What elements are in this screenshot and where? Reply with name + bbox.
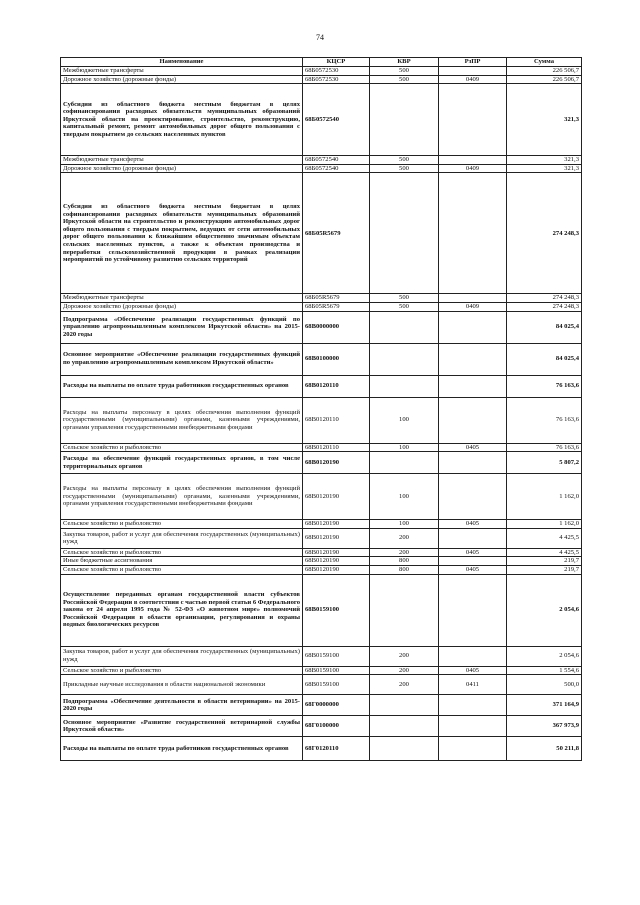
row-sum: 1 162,0	[507, 474, 582, 520]
row-sum: 226 506,7	[507, 75, 582, 84]
row-kvr	[370, 695, 439, 716]
row-sum: 2 054,6	[507, 646, 582, 666]
row-kcsr: 68Б05R5679	[303, 302, 370, 311]
row-kvr: 500	[370, 302, 439, 311]
row-sum: 274 248,3	[507, 173, 582, 294]
table-row	[61, 302, 582, 311]
row-name: Закупка товаров, работ и услуг для обеспечения государственных (муниципальных) нужд	[61, 528, 303, 548]
row-name: Дорожное хозяйство (дорожные фонды)	[61, 302, 303, 311]
row-name: Подпрограмма «Обеспечение деятельности в области ветеринарии» на 2015-2020 годы	[61, 695, 303, 716]
table-row	[61, 67, 582, 76]
row-sum: 274 248,3	[507, 294, 582, 303]
row-name: Основное мероприятие «Развитие государственной ветеринарной службы Иркутской области»	[61, 716, 303, 737]
row-rzpr: 0409	[439, 75, 507, 84]
row-kvr: 800	[370, 565, 439, 574]
row-kvr: 500	[370, 164, 439, 173]
row-sum: 4 425,5	[507, 548, 582, 557]
table-row	[61, 557, 582, 566]
row-sum: 219,7	[507, 565, 582, 574]
row-kcsr: 68В0159100	[303, 675, 370, 695]
row-kcsr: 68Б0572540	[303, 84, 370, 156]
row-kvr	[370, 375, 439, 397]
row-kcsr: 68В0120190	[303, 452, 370, 474]
row-kvr: 500	[370, 67, 439, 76]
row-name: Сельское хозяйство и рыболовство	[61, 548, 303, 557]
row-kcsr: 68В0000000	[303, 311, 370, 343]
row-name: Межбюджетные трансферты	[61, 67, 303, 76]
budget-table	[60, 57, 582, 761]
row-kcsr: 68В0120190	[303, 474, 370, 520]
row-sum: 321,3	[507, 156, 582, 165]
row-rzpr	[439, 397, 507, 443]
row-name: Прикладные научные исследования в области национальной экономики	[61, 675, 303, 695]
row-name: Расходы на выплаты персоналу в целях обеспечения выполнения функций государственными (муниципальными) органами, казенными учреждениями, органами управления государственными внебюджетными фондами	[61, 397, 303, 443]
row-sum: 50 211,8	[507, 737, 582, 761]
row-kcsr: 68Б05R5679	[303, 173, 370, 294]
row-rzpr	[439, 557, 507, 566]
row-rzpr: 0405	[439, 548, 507, 557]
table-row	[61, 737, 582, 761]
table-row	[61, 528, 582, 548]
row-name: Расходы на выплаты персоналу в целях обеспечения выполнения функций государственными (муниципальными) органами, казенными учреждениями, органами управления государственными внебюджетными фондами	[61, 474, 303, 520]
row-sum: 76 163,6	[507, 375, 582, 397]
row-rzpr: 0405	[439, 565, 507, 574]
row-sum: 321,3	[507, 164, 582, 173]
row-kvr: 800	[370, 557, 439, 566]
row-kcsr: 68Б0572540	[303, 164, 370, 173]
row-name: Сельское хозяйство и рыболовство	[61, 565, 303, 574]
row-rzpr	[439, 311, 507, 343]
row-sum: 500,0	[507, 675, 582, 695]
row-sum: 226 506,7	[507, 67, 582, 76]
row-rzpr	[439, 452, 507, 474]
row-kcsr: 68В0120190	[303, 557, 370, 566]
row-sum: 4 425,5	[507, 528, 582, 548]
row-kvr	[370, 343, 439, 375]
row-sum: 2 054,6	[507, 574, 582, 646]
row-rzpr	[439, 646, 507, 666]
row-sum: 84 025,4	[507, 343, 582, 375]
row-name: Расходы на обеспечение функций государственных органов, в том числе территориальных органов	[61, 452, 303, 474]
table-row	[61, 474, 582, 520]
row-sum: 371 164,9	[507, 695, 582, 716]
table-row	[61, 520, 582, 529]
row-kvr: 200	[370, 675, 439, 695]
table-row	[61, 311, 582, 343]
row-kcsr: 68Б0572540	[303, 156, 370, 165]
row-kcsr: 68В0120190	[303, 528, 370, 548]
row-kvr: 500	[370, 294, 439, 303]
row-rzpr: 0411	[439, 675, 507, 695]
row-rzpr: 0405	[439, 443, 507, 452]
row-kvr: 200	[370, 646, 439, 666]
table-row	[61, 548, 582, 557]
row-name: Субсидии из областного бюджета местным бюджетам в целях софинансирования расходных обязательств муниципальных образований Иркутской области на проектирование, строительство, реконструкцию, капитальный ремонт, ремонт автомобильных дорог общего пользования с твердым покрытием до сельских населенных пунктов	[61, 84, 303, 156]
header-kvr: КВР	[370, 58, 439, 67]
row-name: Сельское хозяйство и рыболовство	[61, 666, 303, 675]
row-kvr	[370, 452, 439, 474]
table-row	[61, 75, 582, 84]
row-sum: 1 162,0	[507, 520, 582, 529]
row-kvr: 200	[370, 548, 439, 557]
row-kvr: 200	[370, 666, 439, 675]
table-row	[61, 164, 582, 173]
row-kvr	[370, 84, 439, 156]
row-rzpr	[439, 375, 507, 397]
table-row	[61, 695, 582, 716]
row-kcsr: 68В0120190	[303, 520, 370, 529]
table-row	[61, 666, 582, 675]
row-rzpr	[439, 173, 507, 294]
row-sum: 367 973,9	[507, 716, 582, 737]
row-rzpr	[439, 84, 507, 156]
row-rzpr: 0405	[439, 666, 507, 675]
table-row	[61, 443, 582, 452]
page-number: 74	[316, 33, 324, 42]
row-rzpr	[439, 695, 507, 716]
row-kvr	[370, 311, 439, 343]
row-sum: 76 163,6	[507, 443, 582, 452]
row-kcsr: 68Б05R5679	[303, 294, 370, 303]
row-rzpr	[439, 716, 507, 737]
row-kcsr: 68Г0100000	[303, 716, 370, 737]
row-name: Расходы на выплаты по оплате труда работников государственных органов	[61, 375, 303, 397]
row-sum: 274 248,3	[507, 302, 582, 311]
header-rzpr: РзПР	[439, 58, 507, 67]
table-row	[61, 565, 582, 574]
row-name: Межбюджетные трансферты	[61, 294, 303, 303]
row-kvr: 100	[370, 520, 439, 529]
row-rzpr	[439, 294, 507, 303]
row-kcsr: 68Б0572530	[303, 67, 370, 76]
row-name: Иные бюджетные ассигнования	[61, 557, 303, 566]
row-kcsr: 68В0159100	[303, 646, 370, 666]
row-kcsr: 68Г0000000	[303, 695, 370, 716]
table-row	[61, 84, 582, 156]
row-rzpr: 0409	[439, 302, 507, 311]
row-name: Закупка товаров, работ и услуг для обеспечения государственных (муниципальных) нужд	[61, 646, 303, 666]
table-row	[61, 716, 582, 737]
table-row	[61, 173, 582, 294]
row-kcsr: 68В0120110	[303, 443, 370, 452]
row-kcsr: 68Г0120110	[303, 737, 370, 761]
row-sum: 76 163,6	[507, 397, 582, 443]
row-sum: 5 807,2	[507, 452, 582, 474]
row-rzpr	[439, 343, 507, 375]
table-row	[61, 646, 582, 666]
row-kvr: 100	[370, 443, 439, 452]
table-row	[61, 156, 582, 165]
row-rzpr	[439, 474, 507, 520]
row-name: Межбюджетные трансферты	[61, 156, 303, 165]
header-sum: Сумма	[507, 58, 582, 67]
row-kcsr: 68В0100000	[303, 343, 370, 375]
row-rzpr	[439, 528, 507, 548]
table-row	[61, 574, 582, 646]
row-kvr	[370, 574, 439, 646]
header-row	[61, 58, 582, 67]
row-kcsr: 68Б0572530	[303, 75, 370, 84]
table-row	[61, 675, 582, 695]
row-name: Субсидии из областного бюджета местным бюджетам в целях софинансирования расходных обязательств муниципальных образований Иркутской области на строительство и реконструкцию автомобильных дорог общего пользования с твердым покрытием, ведущих от сети автомобильных дорог общего пользования к ближайшим общественно значимым объектам сельских населенных пунктов, а также к объектам производства и переработки сельскохозяйственной продукции в рамках реализации мероприятий по устойчивому развитию сельских территорий	[61, 173, 303, 294]
row-name: Дорожное хозяйство (дорожные фонды)	[61, 75, 303, 84]
row-kvr: 500	[370, 75, 439, 84]
row-kcsr: 68В0120110	[303, 397, 370, 443]
row-kvr: 200	[370, 528, 439, 548]
row-kvr: 500	[370, 156, 439, 165]
row-kvr: 100	[370, 397, 439, 443]
row-sum: 219,7	[507, 557, 582, 566]
table-row	[61, 397, 582, 443]
row-sum: 1 554,6	[507, 666, 582, 675]
row-name: Сельское хозяйство и рыболовство	[61, 443, 303, 452]
row-rzpr	[439, 67, 507, 76]
row-rzpr: 0409	[439, 164, 507, 173]
row-rzpr: 0405	[439, 520, 507, 529]
row-kcsr: 68В0120190	[303, 548, 370, 557]
row-kcsr: 68В0120190	[303, 565, 370, 574]
row-kcsr: 68В0120110	[303, 375, 370, 397]
header-name: Наименование	[61, 58, 303, 67]
row-rzpr	[439, 574, 507, 646]
row-sum: 321,3	[507, 84, 582, 156]
row-kcsr: 68В0159100	[303, 574, 370, 646]
table-row	[61, 343, 582, 375]
row-rzpr	[439, 156, 507, 165]
table-row	[61, 452, 582, 474]
row-name: Расходы на выплаты по оплате труда работников государственных органов	[61, 737, 303, 761]
table-row	[61, 294, 582, 303]
row-kvr	[370, 716, 439, 737]
row-name: Сельское хозяйство и рыболовство	[61, 520, 303, 529]
row-kvr	[370, 173, 439, 294]
row-name: Подпрограмма «Обеспечение реализации государственных функций по управлению агропромышленным комплексом Иркутской области» на 2015-2020 годы	[61, 311, 303, 343]
table-row	[61, 375, 582, 397]
row-name: Осуществление переданных органам государственной власти субъектов Российской Федерации в соответствии с частью первой статьи 6 Федерального закона от 24 апреля 1995 года № 52-ФЗ «О животном мире» полномочий Российской Федерации в области организации, регулирования и охраны водных биологических ресурсов	[61, 574, 303, 646]
header-kcsr: КЦСР	[303, 58, 370, 67]
row-kvr	[370, 737, 439, 761]
row-sum: 84 025,4	[507, 311, 582, 343]
row-name: Дорожное хозяйство (дорожные фонды)	[61, 164, 303, 173]
row-rzpr	[439, 737, 507, 761]
row-name: Основное мероприятие «Обеспечение реализации государственных функций по управлению агропромышленным комплексом Иркутской области»	[61, 343, 303, 375]
row-kcsr: 68В0159100	[303, 666, 370, 675]
row-kvr: 100	[370, 474, 439, 520]
